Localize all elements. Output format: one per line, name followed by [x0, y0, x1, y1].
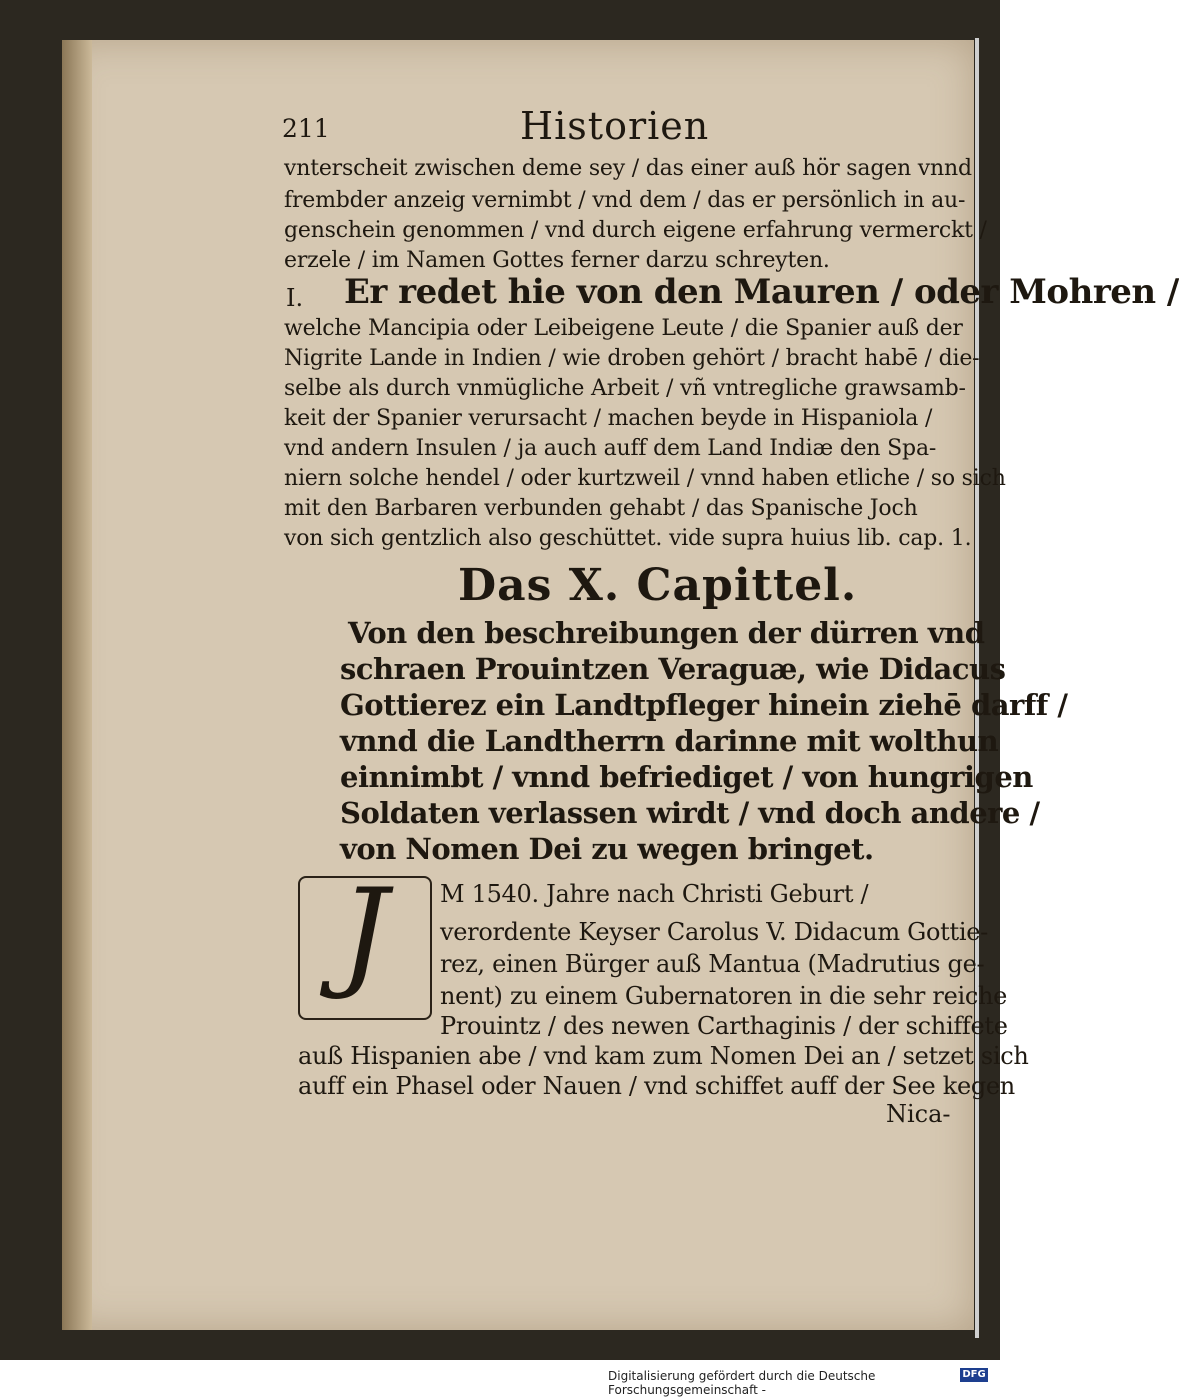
digitization-credit: Digitalisierung gefördert durch die Deutsche Forschungsgemeinschaft - — [608, 1369, 876, 1397]
chapter-summary-line: von Nomen Dei zu wegen bringet. — [340, 832, 874, 866]
body-line: frembder anzeig vernimbt / vnd dem / das er persönlich in au- — [284, 188, 966, 213]
chapter-summary-line: Gottierez ein Landtpfleger hinein ziehē darff / — [340, 688, 1068, 722]
chapter-summary-line: vnnd die Landtherrn darinne mit wolthun — [340, 724, 999, 758]
text-line: verordente Keyser Carolus V. Didacum Gottie- — [440, 918, 988, 946]
running-head: Historien — [520, 104, 710, 148]
body-line: vnterscheit zwischen deme sey / das einer auß hör sagen vnnd — [284, 156, 972, 181]
text-line: auff ein Phasel oder Nauen / vnd schiffet auff der See kegen — [298, 1072, 1015, 1100]
chapter-summary-line: Von den beschreibungen der dürren vnd — [348, 616, 985, 650]
text-line: rez, einen Bürger auß Mantua (Madrutius ge- — [440, 950, 985, 978]
chapter-summary-line: Soldaten verlassen wirdt / vnd doch andere / — [340, 796, 1040, 830]
text-line: M 1540. Jahre nach Christi Geburt / — [440, 880, 869, 908]
paragraph-line: vnd andern Insulen / ja auch auff dem Land Indiæ den Spa- — [284, 436, 937, 461]
body-line: genschein genommen / vnd durch eigene erfahrung vermerckt / — [284, 218, 987, 243]
paragraph-line: niern solche hendel / oder kurtzweil / vnnd haben etliche / so sich — [284, 466, 1006, 491]
dfg-logo: DFG — [960, 1368, 988, 1382]
text-line: auß Hispanien abe / vnd kam zum Nomen Dei an / setzet sich — [298, 1042, 1029, 1070]
catchword: Nica- — [886, 1100, 951, 1128]
paragraph-line: keit der Spanier verursacht / machen beyde in Hispaniola / — [284, 406, 933, 431]
paragraph-line: mit den Barbaren verbunden gehabt / das Spanische Joch — [284, 496, 918, 521]
paragraph-number: I. — [286, 284, 304, 312]
chapter-summary-line: einnimbt / vnnd befriediget / von hungrigen — [340, 760, 1033, 794]
body-line: erzele / im Namen Gottes ferner darzu schreyten. — [284, 248, 830, 273]
text-line: nent) zu einem Gubernatoren in die sehr reiche — [440, 982, 1008, 1010]
paragraph-line: selbe als durch vnmügliche Arbeit / vñ vntregliche grawsamb- — [284, 376, 966, 401]
chapter-summary-line: schraen Prouintzen Veraguæ, wie Didacus — [340, 652, 1006, 686]
paragraph-line: welche Mancipia oder Leibeigene Leute / die Spanier auß der — [284, 316, 963, 341]
paragraph-line: Nigrite Lande in Indien / wie droben gehört / bracht habē / die- — [284, 346, 980, 371]
chapter-title: Das X. Capittel. — [458, 560, 858, 611]
paragraph-line: von sich gentzlich also geschüttet. vide supra huius lib. cap. 1. — [284, 526, 972, 551]
page-number: 211 — [282, 114, 330, 143]
text-line: Prouintz / des newen Carthaginis / der schiffete — [440, 1012, 1008, 1040]
decorated-initial: J — [340, 864, 389, 1003]
page-edge — [62, 40, 92, 1330]
paragraph-heading-line: Er redet hie von den Mauren / oder Mohren / — [344, 272, 1179, 312]
